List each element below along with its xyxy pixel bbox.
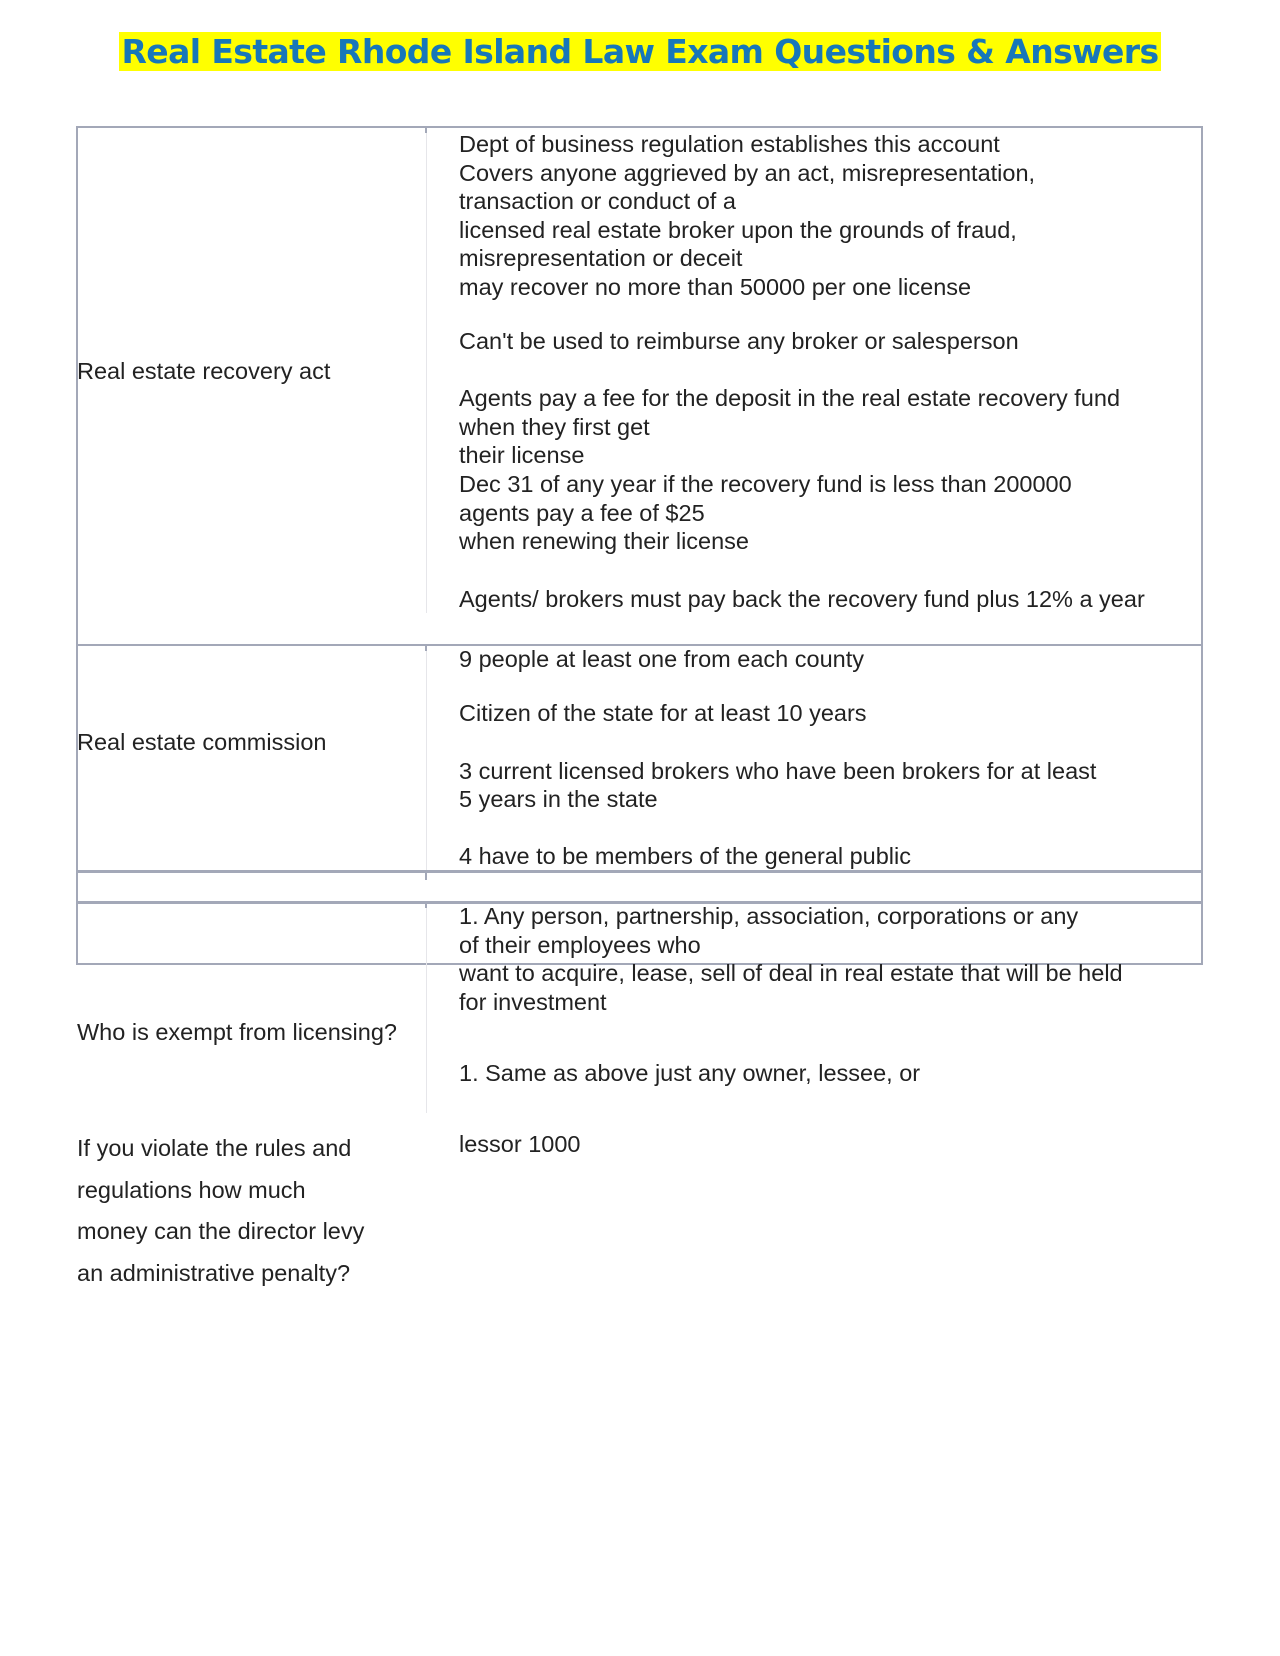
answer-line: of their employees who bbox=[459, 932, 701, 958]
answer-line: 9 people at least one from each county bbox=[459, 646, 864, 672]
answer-line: may recover no more than 50000 per one license bbox=[459, 274, 972, 300]
question-line: regulations how much bbox=[77, 1176, 306, 1203]
question-line: an administrative penalty? bbox=[77, 1259, 351, 1286]
answer-line: lessor 1000 bbox=[459, 1131, 581, 1157]
answer-line: Agents pay a fee for the deposit in the real estate recovery fund bbox=[459, 385, 1121, 411]
question-line: money can the director levy bbox=[77, 1218, 365, 1244]
answer-line: Dept of business regulation establishes this account bbox=[459, 131, 1000, 157]
answer-line: Covers anyone aggrieved by an act, misrepresentation, bbox=[459, 160, 1036, 186]
question-penalty bbox=[77, 1128, 364, 1294]
table-column-divider bbox=[425, 126, 427, 133]
document-title bbox=[0, 28, 1280, 76]
answer-line: 3 current licensed brokers who have been brokers for at least bbox=[459, 758, 1097, 784]
answer-line: when renewing their license bbox=[459, 528, 749, 554]
question-commission: Real estate commission bbox=[77, 729, 327, 755]
question-recovery-act: Real estate recovery act bbox=[77, 358, 331, 384]
answer-line: want to acquire, lease, sell of deal in real estate that will be held bbox=[459, 960, 1123, 986]
answer-line: misrepresentation or deceit bbox=[459, 245, 743, 271]
column-guide bbox=[426, 651, 427, 870]
answer-line: licensed real estate broker upon the grounds of fraud, bbox=[459, 217, 1017, 243]
answer-line: when they first get bbox=[459, 414, 650, 440]
table-border-left bbox=[76, 126, 78, 965]
answer-line: Dec 31 of any year if the recovery fund is less than 200000 bbox=[459, 471, 1072, 497]
answer-line: 4 have to be members of the general public bbox=[459, 843, 911, 869]
answer-line: Agents/ brokers must pay back the recovery fund plus 12% a year bbox=[459, 586, 1145, 612]
answer-line: 1. Any person, partnership, association, corporations or any bbox=[459, 903, 1079, 929]
column-guide bbox=[426, 133, 427, 613]
table-column-divider bbox=[425, 870, 427, 880]
answer-line: transaction or conduct of a bbox=[459, 188, 736, 214]
question-line: If you violate the rules and bbox=[77, 1135, 352, 1161]
answer-line: agents pay a fee of $25 bbox=[459, 500, 705, 526]
answer-line: Citizen of the state for at least 10 years bbox=[459, 700, 867, 726]
title-highlight: Real Estate Rhode Island Law Exam Questions & Answers bbox=[121, 32, 1159, 71]
answer-line: Can't be used to reimburse any broker or salesperson bbox=[459, 328, 1019, 354]
answer-line: 1. Same as above just any owner, lessee, or bbox=[459, 1060, 921, 1086]
table-column-divider bbox=[425, 644, 427, 651]
column-guide bbox=[426, 908, 427, 1113]
table-border-right bbox=[1201, 126, 1203, 965]
answer-line: their license bbox=[459, 442, 585, 468]
answer-line: for investment bbox=[459, 989, 607, 1015]
table-border-top bbox=[76, 126, 1203, 128]
answer-line: 5 years in the state bbox=[459, 786, 658, 812]
table-column-divider bbox=[425, 901, 427, 908]
question-exempt: Who is exempt from licensing? bbox=[77, 1019, 397, 1045]
